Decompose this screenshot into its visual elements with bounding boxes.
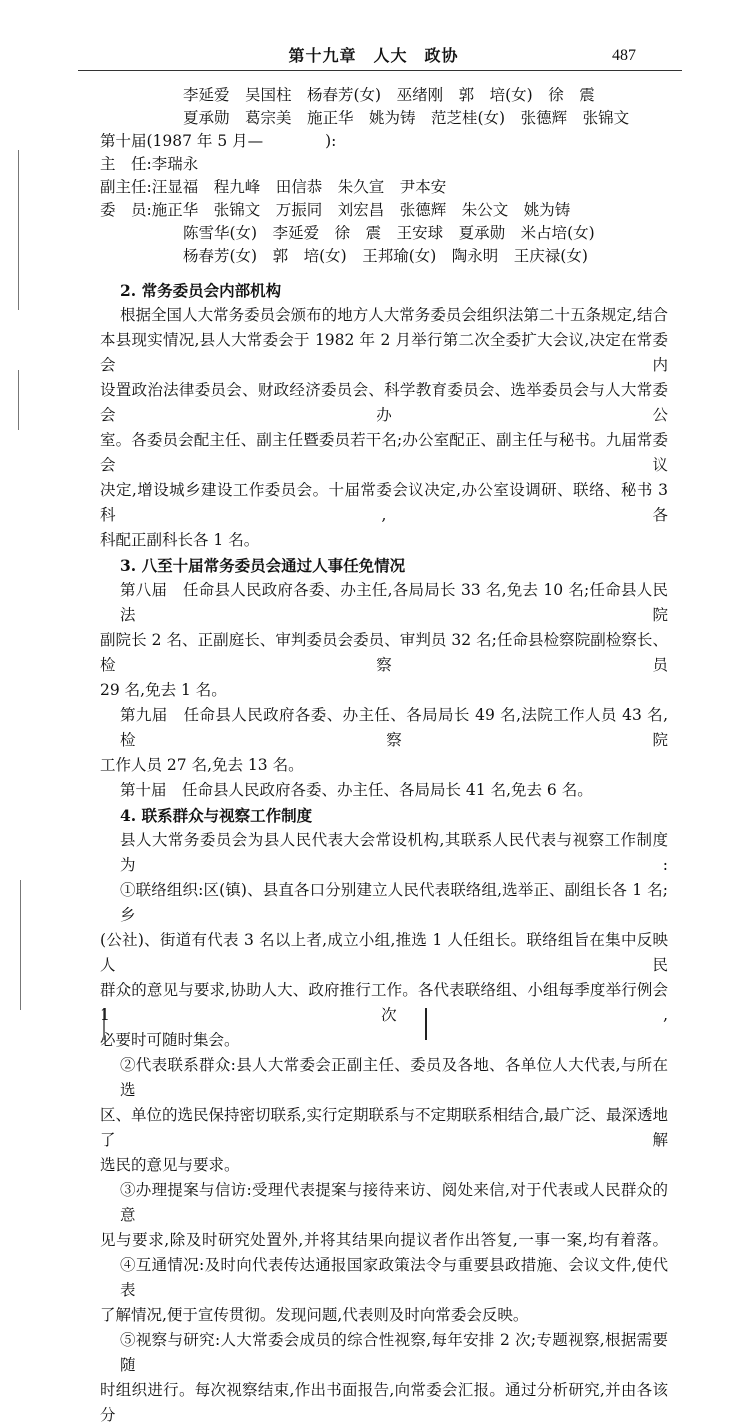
- paragraph-line: 第八届 任命县人民政府各委、办主任,各局局长 33 名,免去 10 名;任命县人民法院: [120, 581, 668, 624]
- tenth-term-title: 第十届(1987 年 5 月— ):: [100, 132, 337, 150]
- paragraph-line: 工作人员 27 名,免去 13 名。: [100, 756, 304, 774]
- paragraph-line: 副院长 2 名、正副庭长、审判委员会委员、审判员 32 名;任命县检察院副检察长、检察员: [100, 631, 668, 674]
- paragraph-line: 室。各委员会配主任、副主任暨委员若干名;办公室配正、副主任与秘书。九届常委会议: [100, 431, 668, 474]
- paragraph-line: ③办理提案与信访:受理代表提案与接待来访、阅处来信,对于代表或人民群众的意: [120, 1181, 668, 1224]
- member-line: 李延爱 吴国柱 杨春芳(女) 巫绪刚 郭 培(女) 徐 震: [183, 86, 595, 104]
- chapter-title: 第十九章 人大 政协: [288, 46, 459, 65]
- member-line: 陈雪华(女) 李延爱 徐 震 王安球 夏承勋 米占培(女): [183, 224, 595, 242]
- paragraph-line: ①联络组织:区(镇)、县直各口分别建立人民代表联络组,选举正、副组长各 1 名;乡: [120, 881, 668, 924]
- scan-artifact: [18, 370, 19, 430]
- paragraph-line: 科配正副科长各 1 名。: [100, 531, 260, 549]
- paragraph-line: 根据全国人大常务委员会颁布的地方人大常务委员会组织法第二十五条规定,结合: [120, 306, 668, 324]
- paragraph-line: 决定,增设城乡建设工作委员会。十届常委会议决定,办公室设调研、联络、秘书 3 科,各: [100, 481, 668, 524]
- paragraph-line: 必要时可随时集会。: [100, 1031, 240, 1049]
- member-line: 杨春芳(女) 郭 培(女) 王邦瑜(女) 陶永明 王庆禄(女): [183, 247, 588, 265]
- member-line: 夏承勋 葛宗美 施正华 姚为铸 范芝桂(女) 张德辉 张锦文: [183, 109, 630, 127]
- scan-artifact: [20, 880, 21, 1010]
- paragraph-line: 选民的意见与要求。: [100, 1156, 240, 1174]
- paragraph-line: 县人大常务委员会为县人民代表大会常设机构,其联系人民代表与视察工作制度为:: [120, 831, 668, 874]
- paragraph-line: 29 名,免去 1 名。: [100, 681, 227, 699]
- header-rule: [78, 70, 682, 71]
- paragraph-line: 区、单位的选民保持密切联系,实行定期联系与不定期联系相结合,最广泛、最深透地了解: [100, 1106, 668, 1149]
- paragraph-line: (公社)、街道有代表 3 名以上者,成立小组,推选 1 人任组长。联络组旨在集中反映人民: [100, 931, 668, 974]
- section-heading: 2. 常务委员会内部机构: [120, 281, 282, 300]
- paragraph-line: ⑤视察与研究:人大常委会成员的综合性视察,每年安排 2 次;专题视察,根据需要随: [120, 1331, 668, 1374]
- paragraph-line: 群众的意见与要求,协助人大、政府推行工作。各代表联络组、小组每季度举行例会 1 次,: [100, 981, 668, 1024]
- paragraph-line: ②代表联系群众:县人大常委会正副主任、委员及各地、各单位人大代表,与所在选: [120, 1056, 668, 1099]
- member-line: 委 员:施正华 张锦文 万振同 刘宏昌 张德辉 朱公文 姚为铸: [100, 201, 571, 219]
- paragraph-line: 第九届 任命县人民政府各委、办主任、各局局长 49 名,法院工作人员 43 名,检察院: [120, 706, 668, 749]
- deputy-line: 副主任:汪显福 程九峰 田信恭 朱久宣 尹本安: [100, 178, 447, 196]
- paragraph-line: 时组织进行。每次视察结束,作出书面报告,向常委会汇报。通过分析研究,并由各该分: [100, 1381, 668, 1424]
- page-number: 487: [612, 47, 636, 64]
- paragraph-line: 了解情况,便于宣传贯彻。发现问题,代表则及时向常委会反映。: [100, 1306, 529, 1324]
- director-line: 主 任:李瑞永: [100, 155, 199, 173]
- scan-artifact: [18, 150, 19, 310]
- section-heading: 4. 联系群众与视察工作制度: [120, 806, 313, 825]
- paragraph-line: 见与要求,除及时研究处置外,并将其结果向提议者作出答复,一事一案,均有着落。: [100, 1231, 668, 1249]
- section-heading: 3. 八至十届常务委员会通过人事任免情况: [120, 556, 406, 575]
- paragraph-line: 本县现实情况,县人大常委会于 1982 年 2 月举行第二次全委扩大会议,决定在常委会内: [100, 331, 668, 374]
- body-text: [100, 84, 668, 1428]
- paragraph-line: 第十届 任命县人民政府各委、办主任、各局局长 41 名,免去 6 名。: [120, 781, 593, 799]
- paragraph-line: ④互通情况:及时向代表传达通报国家政策法令与重要县政措施、会议文件,使代表: [120, 1256, 668, 1299]
- paragraph-line: 设置政治法律委员会、财政经济委员会、科学教育委员会、选举委员会与人大常委会办公: [100, 381, 668, 424]
